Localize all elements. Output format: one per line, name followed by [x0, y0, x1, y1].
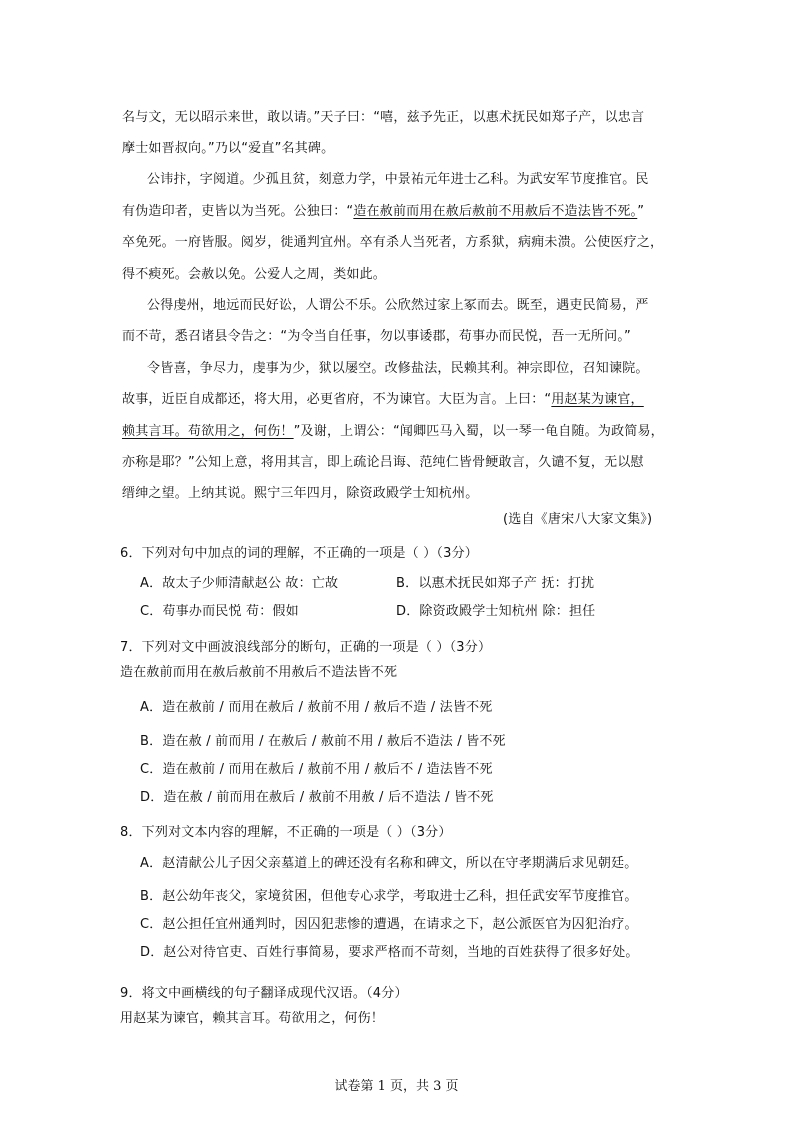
question-7-sentence: 造在赦前而用在赦后赦前不用赦后不造法皆不死: [120, 665, 398, 680]
underlined-sentence: 赖其言耳。苟欲用之，何伤！: [122, 424, 294, 439]
q8-option-c: C．赵公担任宜州通判时，因囚犯悲惨的遭遇，在请求之下，赵公派医官为囚犯治疗。: [140, 917, 638, 932]
passage-line: [122, 423, 664, 441]
passage-text: 故事，近臣自成都还，将大用，必更省府，不为谏官。大臣为言。上曰：“: [122, 392, 552, 407]
passage-line: 亦称是耶？”公知上意，将用其言，即上疏论吕诲、范纯仁皆骨鲠敢言，久谴不复，无以慰: [122, 455, 644, 470]
question-9-stem: 9．将文中画横线的句子翻译成现代汉语。（4分）: [120, 986, 408, 1001]
passage-source: (选自《唐宋八大家文集》): [503, 512, 653, 527]
passage-line: 卒免死。一府皆服。阅岁，徙通判宜州。卒有杀人当死者，方系狱，病痈未溃。公使医疗之，: [122, 235, 664, 250]
page-footer: 试卷第 1 页，共 3 页: [334, 1079, 459, 1094]
q6-option-d: D．除资政殿学士知杭州 除：担任: [396, 604, 596, 619]
question-7-stem: 7．下列对文中画波浪线部分的断句，正确的一项是（ ）（3分）: [120, 640, 492, 655]
q7-option-b: B．造在赦 / 前而用 / 在赦后 / 赦前不用 / 赦后不造法 / 皆不死: [140, 734, 506, 749]
passage-text: 有伪造印者，吏皆以为当死。公独曰：“: [122, 204, 354, 219]
q7-option-c: C．造在赦前 / 而用在赦后 / 赦前不用 / 赦后不 / 造法皆不死: [140, 762, 493, 777]
passage-line: 得不瘐死。会赦以免。公爱人之周，类如此。: [122, 267, 387, 282]
passage-line: 公讳抃，字阅道。少孤且贫，刻意力学，中景祐元年进士乙科。为武安军节度推官。民: [147, 172, 649, 187]
passage-line: 令皆喜，争尽力，虔事为少，狱以屡空。改修盐法，民赖其利。神宗即位，召知谏院。: [147, 361, 649, 376]
q7-option-a: A．造在赦前 / 而用在赦后 / 赦前不用 / 赦后不造 / 法皆不死: [140, 700, 493, 715]
passage-line: 摩士如晋叔向。”乃以“爱直”名其碑。: [122, 141, 335, 156]
passage-line: [122, 391, 644, 409]
passage-line: 名与文，无以昭示来世，敢以请。”天子曰：“嘻，兹予先正，以惠术抚民如郑子产，以忠言: [122, 110, 645, 125]
q7-option-d: D．造在赦 / 前而用在赦后 / 赦前不用赦 / 后不造法 / 皆不死: [140, 790, 494, 805]
question-6-stem: 6．下列对句中加点的词的理解，不正确的一项是（ ）（3分）: [120, 546, 478, 561]
q8-option-d: D．赵公对待官吏、百姓行事简易，要求严格而不苛刻，当地的百姓获得了很多好处。: [140, 945, 639, 960]
passage-line: 公得虔州，地远而民好讼，人谓公不乐。公欣然过家上冢而去。既至，遇吏民简易，严: [147, 298, 649, 313]
q8-option-b: B．赵公幼年丧父，家境贫困，但他专心求学，考取进士乙科，担任武安军节度推官。: [140, 889, 638, 904]
wavy-underlined-sentence: 造在赦前而用在赦后赦前不用赦后不造法皆不死。: [353, 204, 638, 219]
passage-text: ”: [637, 204, 645, 219]
passage-line: 缙绅之望。上纳其说。熙宁三年四月，除资政殿学士知杭州。: [122, 486, 479, 501]
q6-option-a: A．故太子少师清献赵公 故：亡故: [140, 576, 339, 591]
question-8-stem: 8．下列对文本内容的理解，不正确的一项是（ ）（3分）: [120, 825, 452, 840]
question-9-sentence: 用赵某为谏官，赖其言耳。苟欲用之，何伤！: [120, 1011, 385, 1026]
passage-line: 而不苛，悉召诸县令告之：“为令当自任事，勿以事诿郡，苟事办而民悦，吾一无所问。”: [122, 329, 631, 344]
passage-line: [122, 203, 644, 221]
q8-option-a: A．赵清献公儿子因父亲墓道上的碑还没有名称和碑文，所以在守孝期满后求见朝廷。: [140, 856, 638, 871]
q6-option-b: B．以惠术抚民如郑子产 抚：打扰: [396, 576, 595, 591]
passage-text: ”及谢，上谓公：“闻卿匹马入蜀，以一琴一龟自随。为政简易，: [293, 424, 664, 439]
underlined-sentence: 用赵某为谏官，: [551, 392, 644, 407]
q6-option-c: C．苟事办而民悦 苟：假如: [140, 604, 299, 619]
